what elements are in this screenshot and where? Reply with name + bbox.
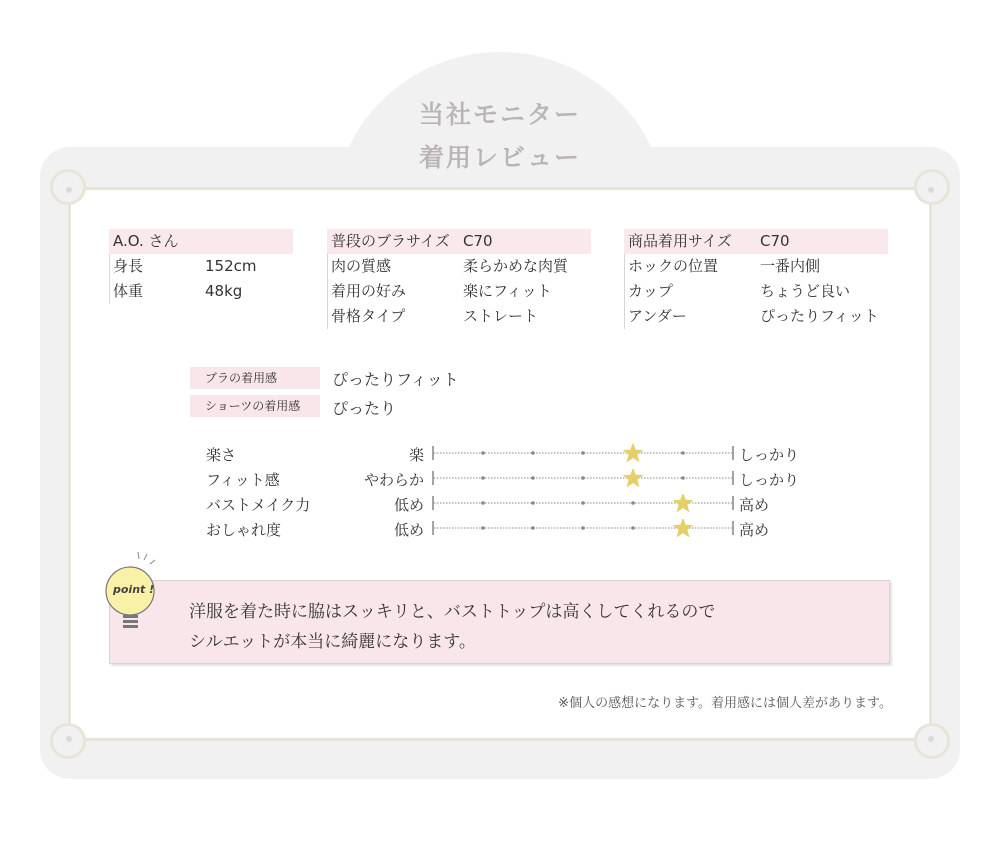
scale-dot [481,501,485,505]
product-label: 商品着用サイズ [628,232,732,250]
lightbulb-icon [100,548,170,638]
scale-dot [581,451,585,455]
usual-value: 柔らかめな肉質 [463,257,569,275]
rating-right-label: 高め [739,496,770,514]
rating-scale [432,519,734,537]
usual-label: 肉の質感 [331,257,392,275]
usual-label: 普段のブラサイズ [331,232,450,250]
corner-dot [66,736,72,742]
scale-dot [531,526,535,530]
page-title: 当社モニター [418,100,581,129]
usual-row [327,254,591,279]
disclaimer-note: ※個人の感想になります。着用感には個人差があります。 [558,696,892,711]
corner-dot [66,187,72,193]
scale-dot [581,526,585,530]
height-label: 身長 [113,257,144,275]
rating-right-label: しっかり [739,471,800,489]
profile-table [109,229,293,304]
rating-right-label: 高め [739,521,770,539]
profile-height-row [109,254,293,279]
product-size-table [624,229,888,329]
rating-label: 楽さ [206,446,237,464]
profile-name: A.O. さん [113,232,179,250]
product-value: ちょうど良い [760,282,851,300]
profile-weight-row [109,279,293,304]
rating-scale [432,469,734,487]
product-value: ぴったりフィット [760,307,879,325]
shorts-feel-value: ぴったり [332,399,397,418]
rating-label: おしゃれ度 [206,521,282,539]
product-row [624,254,888,279]
usual-row [327,229,591,254]
product-value: 一番内側 [760,257,821,275]
weight-label: 体重 [113,282,144,300]
usual-label: 着用の好み [331,282,407,300]
usual-value: C70 [463,232,493,250]
profile-name-row [109,229,293,254]
point-badge: point ! [113,583,155,596]
rating-star-icon [623,469,644,487]
product-label: カップ [628,282,673,300]
corner-dot [928,187,934,193]
usual-row [327,304,591,329]
scale-dot [481,476,485,480]
shorts-feel-tag: ショーツの着用感 [190,395,320,417]
point-text-line2: シルエットが本当に綺麗になります。 [189,632,476,652]
rating-scale [432,494,734,512]
product-row [624,279,888,304]
bra-feel-tag: ブラの着用感 [190,367,320,389]
corner-dot [928,736,934,742]
scale-dot [631,501,635,505]
rating-right-label: しっかり [739,446,800,464]
product-row [624,304,888,329]
scale-dot [581,501,585,505]
rating-left-label: 低め [393,496,424,514]
usual-label: 骨格タイプ [331,307,406,325]
scale-dot [681,476,685,480]
rating-star-icon [623,444,644,462]
rating-label: バストメイク力 [206,496,311,514]
scale-dot [581,476,585,480]
product-label: アンダー [628,307,687,325]
page-subtitle: 着用レビュー [418,143,581,172]
scale-dot [531,501,535,505]
scale-dot [481,526,485,530]
usual-value: ストレート [463,307,539,325]
product-label: ホックの位置 [628,257,719,275]
height-value: 152cm [205,257,257,275]
scale-dot [531,451,535,455]
rating-left-label: 低め [393,521,424,539]
rating-label: フィット感 [206,471,280,489]
scale-dot [481,451,485,455]
scale-dot [531,476,535,480]
rating-scale [432,444,734,462]
usual-value: 楽にフィット [463,282,552,300]
rating-left-label: 楽 [408,446,424,464]
bra-feel-value: ぴったりフィット [332,370,459,389]
usual-row [327,279,591,304]
scale-dot [681,451,685,455]
point-text-line1: 洋服を着た時に脇はスッキリと、バストトップは高くしてくれるので [189,602,716,622]
scale-dot [631,526,635,530]
product-value: C70 [760,232,790,250]
usual-size-table [327,229,591,329]
product-row [624,229,888,254]
rating-left-label: やわらか [363,471,424,489]
weight-value: 48kg [205,282,243,300]
